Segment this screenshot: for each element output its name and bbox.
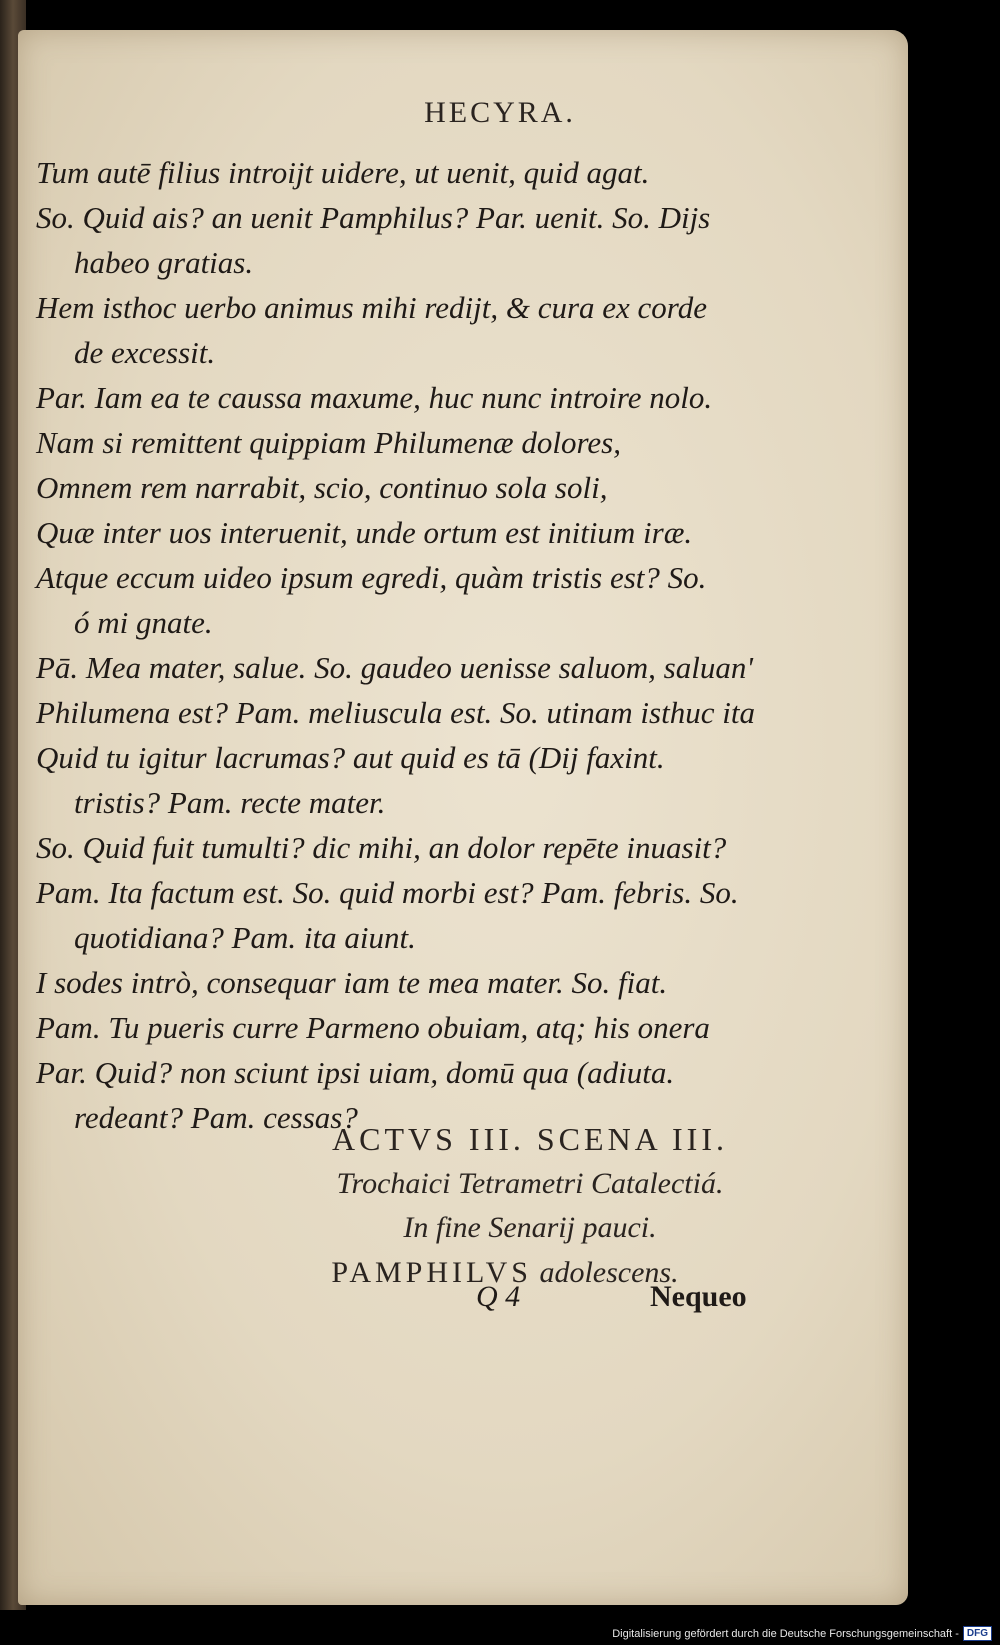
text-line: Quid tu igitur lacrumas? aut quid es tā (Dij faxint. [36,740,665,775]
catchline [0,1280,1000,1330]
text-line: redeant? Pam. cessas? [74,1100,358,1135]
text-line: tristis? Pam. recte mater. [74,785,386,820]
catchword: Nequeo [650,1280,747,1313]
dfg-logo: DFG [963,1626,992,1641]
speaker-name: PAMPHILVS [331,1256,532,1289]
text-line: Pam. Ita factum est. So. quid morbi est? Pam. febris. So. [36,875,739,910]
text-body [36,150,756,1140]
text-line: Hem isthoc uerbo animus mihi redijt, & cura ex corde [36,290,707,325]
meter-note: Trochaici Tetrametri Catalectiá. [336,1167,724,1200]
scene-heading [0,1116,1000,1296]
digitization-footer [612,1626,992,1641]
meter-note-secondary: In fine Senarij pauci. [403,1211,657,1244]
signature-mark: Q 4 [476,1280,521,1313]
text-line: Pam. Tu pueris curre Parmeno obuiam, atq; his onera [36,1010,710,1045]
text-line: So. Quid ais? an uenit Pamphilus? Par. uenit. So. Dijs [36,200,711,235]
text-line: I sodes intrò, consequar iam te mea mater. So. fiat. [36,965,668,1000]
text-line: habeo gratias. [74,245,254,280]
text-line: de excessit. [74,335,216,370]
text-line: Tum autē filius introijt uidere, ut uenit, quid agat. [36,155,650,190]
speaker-role: adolescens. [539,1256,679,1289]
text-line: Pā. Mea mater, salue. So. gaudeo uenisse saluom, saluan' [36,650,753,685]
text-line: Philumena est? Pam. meliuscula est. So. utinam isthuc ita [36,695,755,730]
text-line: Par. Iam ea te caussa maxume, huc nunc introire nolo. [36,380,713,415]
footer-text: Digitalisierung gefördert durch die Deutsche Forschungsgemeinschaft - [612,1627,959,1640]
text-line: ó mi gnate. [74,605,213,640]
text-line: Par. Quid? non sciunt ipsi uiam, domū qua (adiuta. [36,1055,675,1090]
text-line: Nam si remittent quippiam Philumenæ dolores, [36,425,621,460]
text-line: Atque eccum uideo ipsum egredi, quàm tristis est? So. [36,560,707,595]
text-line: Omnem rem narrabit, scio, continuo sola soli, [36,470,608,505]
text-line: Quæ inter uos interuenit, unde ortum est initium iræ. [36,515,693,550]
act-scene-title: ACTVS III. SCENA III. [332,1121,728,1157]
text-line: quotidiana? Pam. ita aiunt. [74,920,416,955]
running-header: HECYRA. [424,96,576,129]
text-line: So. Quid fuit tumulti? dic mihi, an dolor repēte inuasit? [36,830,727,865]
